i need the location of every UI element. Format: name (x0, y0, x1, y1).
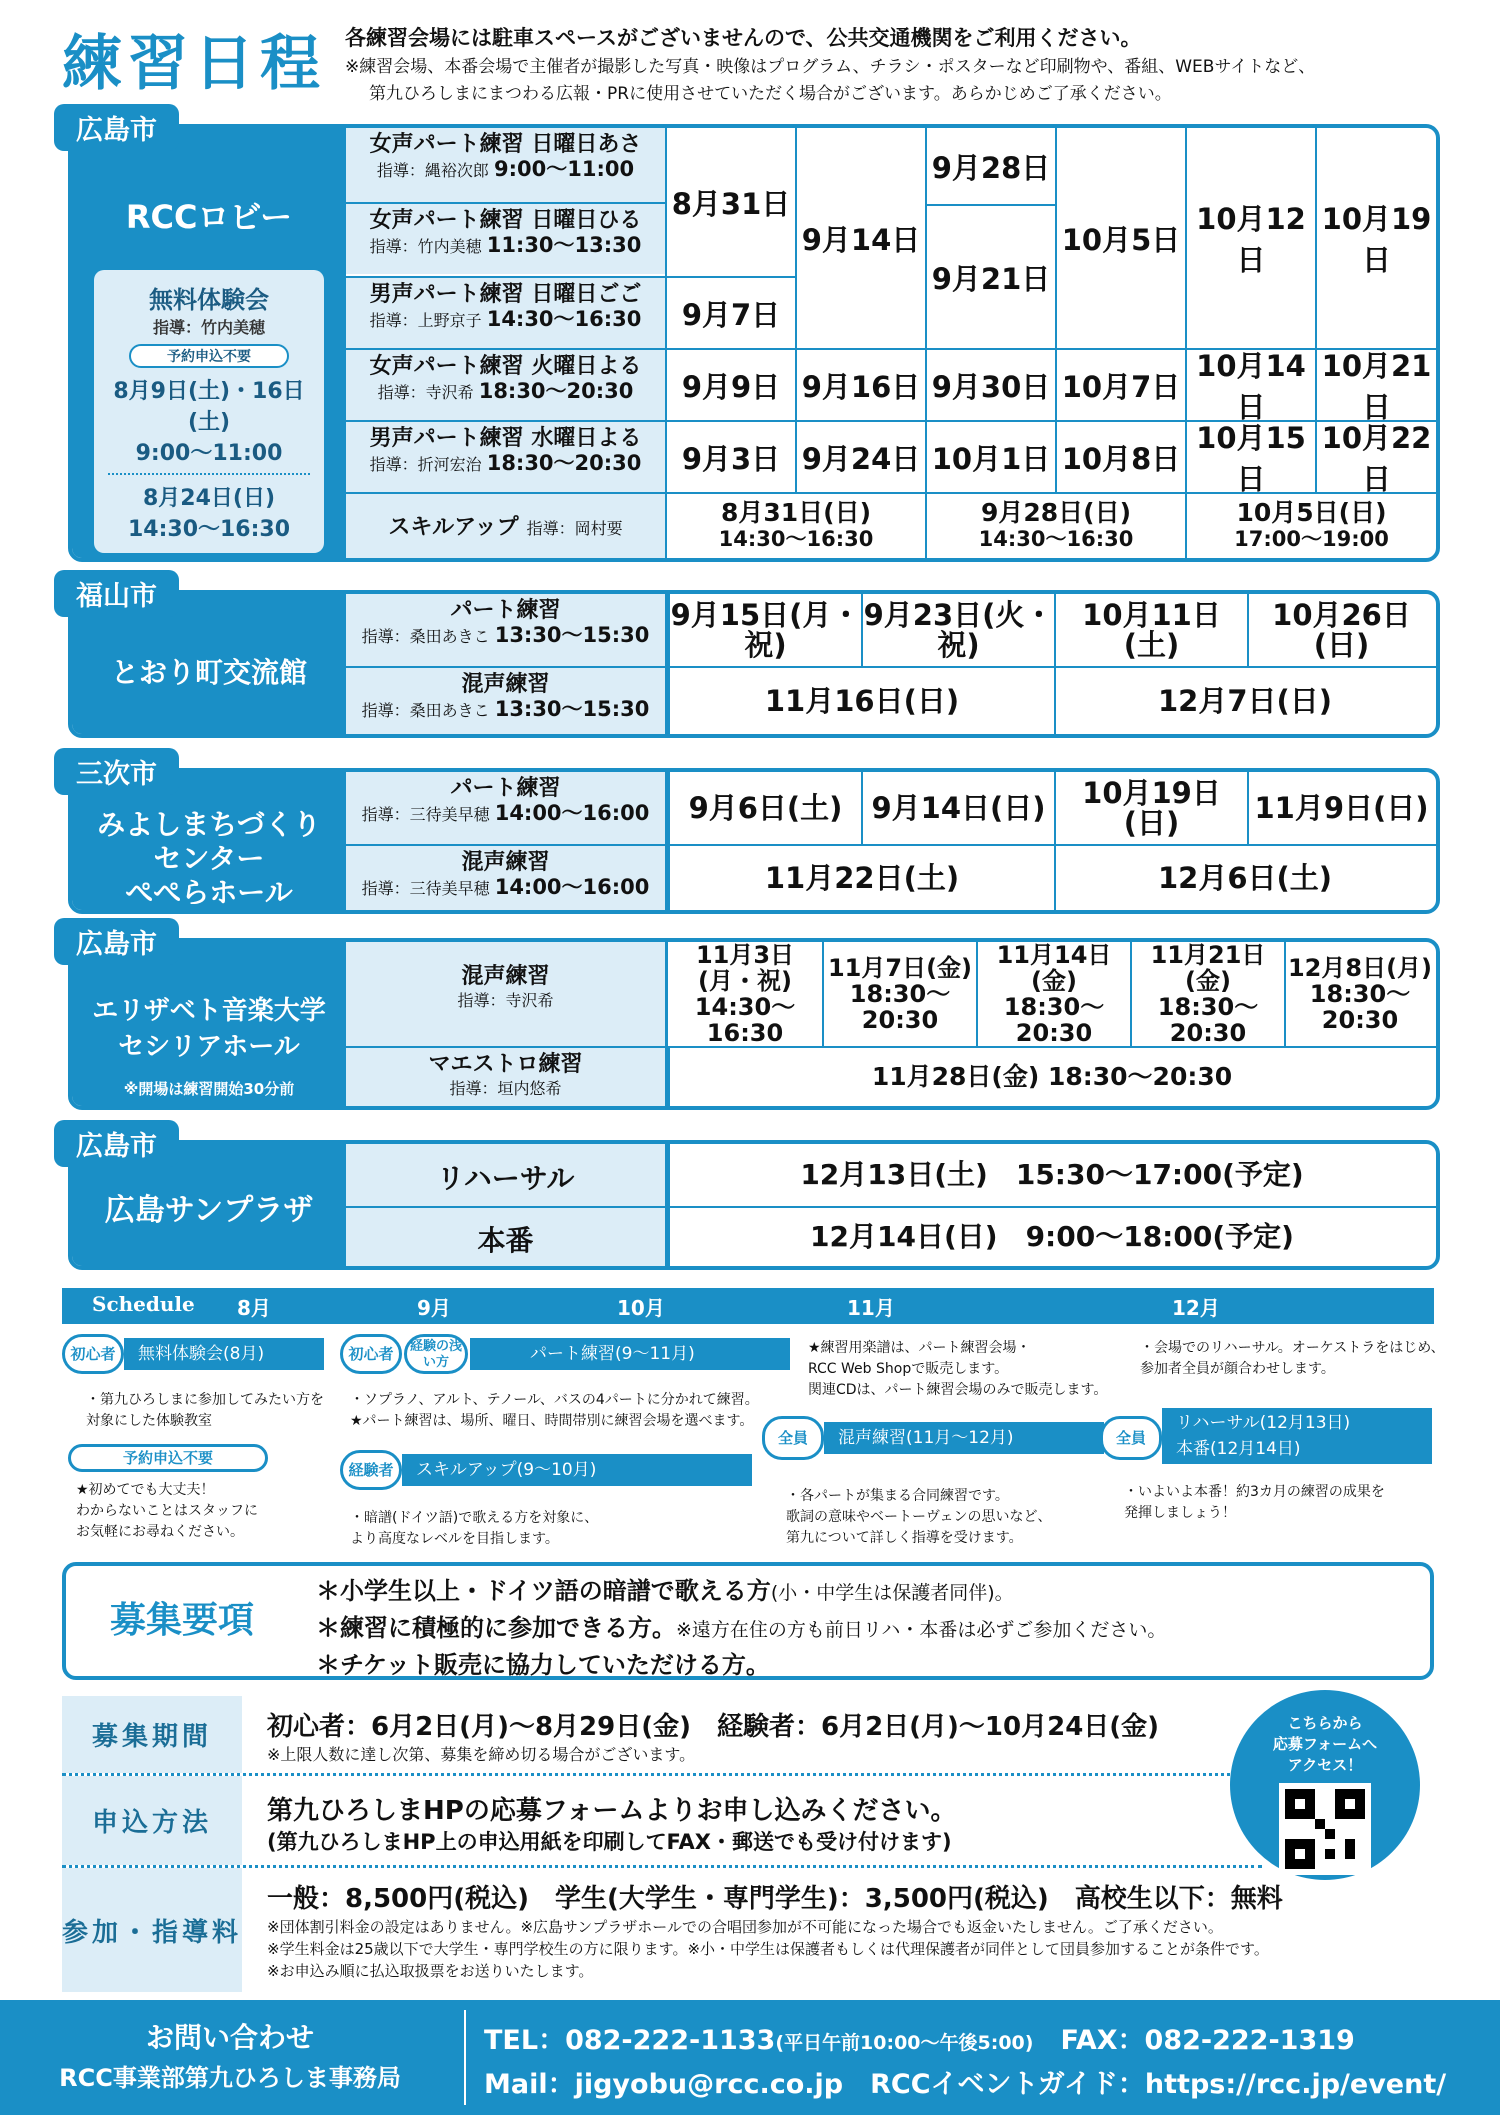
date-cell: 9月24日 (795, 420, 925, 492)
event-guide-link[interactable]: RCCイベントガイド：https://rcc.jp/event/ (870, 2069, 1447, 2100)
schedule-row: マエストロ練習 指導：垣内悠希 11月28日(金) 18:30〜20:30 (346, 1046, 1436, 1106)
date-cell: 11月3日(月・祝) 14:30〜16:30 (694, 941, 796, 1047)
schedule-row: パート練習 指導：三待美早穂 14:00〜16:00 9月6日(土) 9月14日(日) 10月19日(日) 11月9日(日) (346, 772, 1436, 844)
date-cell: 9月9日 (665, 348, 795, 420)
timeline-bar: スキルアップ(9〜10月) (402, 1454, 752, 1486)
requirements-box: 募集要項 ＊小学生以上・ドイツ語の暗譜で歌える方(小・中学生は保護者同伴)。 ＊練習に積極的に参加できる方。※遠方在住の方も前日リハ・本番は必ずご参加ください。 ＊チケット販売に協力していただける方。 (62, 1562, 1434, 1680)
parking-notice: 各練習会場には駐車スペースがございませんので、公共交通機関をご利用ください。 (345, 26, 1142, 50)
fukuyama-block (68, 581, 1440, 738)
qr-code-icon[interactable] (1279, 1783, 1371, 1875)
date-cell: 9月30日 (925, 348, 1055, 420)
date-cell: 12月13日(土) 15:30〜17:00(予定) (668, 1144, 1434, 1206)
sunplaza-block: 広島サンプラザ 広島市 リハーサル 12月13日(土) 15:30〜17:00(予定) 本番 12月14日(日) 9:00〜18:00(予定) (68, 1140, 1440, 1270)
skill-date-cell: 10月5日(日) 17:00〜19:00 (1185, 492, 1436, 558)
free-trial-box: 無料体験会 指導：竹内美穂 予約申込不要 8月9日(土)・16日(土) 9:00〜11:00 8月24日(日) 14:30〜16:30 (94, 270, 324, 553)
all-chip: 全員 (1100, 1416, 1162, 1460)
schedule-bar: Schedule 8月 9月 10月 11月 12月 (62, 1288, 1434, 1324)
date-cell: 11月22日(土) (668, 846, 1054, 910)
date-cell: 10月1日 (925, 420, 1055, 492)
date-cell: 11月16日(日) (668, 668, 1054, 734)
experienced-beg-chip: 経験の浅い方 (404, 1334, 468, 1374)
date-cell: 9月7日 (665, 276, 795, 348)
date-cell: 10月15日 (1185, 420, 1315, 492)
date-cell: 11月7日(金) 18:30〜20:30 (822, 942, 976, 1046)
practice-label: 女声パート練習 日曜日ひる 指導：竹内美穂 11:30〜13:30 (346, 202, 665, 274)
date-cell: 9月14日(日) (861, 772, 1054, 844)
city-tab: 広島市 (54, 918, 179, 965)
date-cell: 9月6日(土) (668, 772, 861, 844)
period-row: 募集期間 初心者：6月2日(月)〜8月29日(金) 経験者：6月2日(月)〜10月24日(金) ※上限人数に達し次第、募集を締め切る場合がございます。 (62, 1696, 1262, 1776)
skill-date-cell: 9月28日(日) 14:30〜16:30 (925, 492, 1185, 558)
timeline-bar: 無料体験会(8月) (124, 1338, 324, 1370)
timeline-bar: パート練習(9〜11月) (470, 1338, 790, 1370)
date-cell: 10月14日 (1185, 348, 1315, 420)
date-cell: 11月21日(金) 18:30〜20:30 (1130, 942, 1284, 1046)
schedule-row: 混声練習 指導：桑田あきこ 13:30〜15:30 11月16日(日) 12月7日(日) (346, 666, 1436, 734)
date-cell: 11月14日(金) 18:30〜20:30 (976, 942, 1130, 1046)
date-cell: 9月28日 (925, 128, 1055, 204)
schedule-row: 混声練習 指導：寺沢希 11月3日(月・祝) 14:30〜16:30 11月7日(金) 18:30〜20:30 11月14日(金) 18:30〜20:30 11月21日(金) 18:30〜20:30 12月8日(月) 18:30〜20:30 (346, 942, 1436, 1046)
all-chip: 全員 (762, 1416, 824, 1460)
photo-notice: ※練習会場、本番会場で主催者が撮影した写真・映像はプログラム、チラシ・ポスターなど印刷物や、番組、WEBサイトなど、 第九ひろしまにまつわる広報・PRに使用させていただく場合がございます。あらかじめご了承ください。 (345, 57, 1316, 104)
date-cell: 10月19日(日) (1054, 772, 1247, 844)
practice-label: 男声パート練習 日曜日ごご 指導：上野京子 14:30〜16:30 (346, 276, 665, 348)
schedule-row: 本番 12月14日(日) 9:00〜18:00(予定) (346, 1206, 1436, 1266)
date-cell: 9月14日 (795, 128, 925, 348)
city-tab: 広島市 (54, 1120, 179, 1167)
date-cell: 10月12日 (1185, 128, 1315, 348)
date-cell: 10月19日 (1315, 128, 1436, 348)
practice-label: 女声パート練習 火曜日よる 指導：寺沢希 18:30〜20:30 (346, 348, 665, 420)
beginner-chip: 初心者 (62, 1334, 124, 1374)
city-tab: 広島市 (54, 104, 179, 151)
apply-row: 申込方法 第九ひろしまHPの応募フォームよりお申し込みください。 (第九ひろしまHP上の申込用紙を印刷してFAX・郵送でも受け付けます) (62, 1776, 1262, 1868)
no-reservation-badge: 予約申込不要 (129, 344, 289, 368)
no-reservation-badge: 予約申込不要 (68, 1444, 268, 1472)
practice-label: スキルアップ 指導：岡村要 (346, 492, 665, 558)
date-cell: 10月7日 (1055, 348, 1185, 420)
date-cell: 9月3日 (665, 420, 795, 492)
date-cell: 10月26日(日) (1247, 594, 1434, 666)
date-cell: 10月8日 (1055, 420, 1185, 492)
date-cell: 10月5日 (1055, 128, 1185, 348)
date-cell: 12月8日(月) 18:30〜20:30 (1284, 942, 1434, 1046)
date-cell: 10月22日 (1315, 420, 1436, 492)
skill-date-cell: 8月31日(日) 14:30〜16:30 (665, 492, 925, 558)
date-cell: 9月21日 (925, 204, 1055, 348)
date-cell: 9月15日(月・祝) (668, 594, 861, 666)
date-cell: 9月16日 (795, 348, 925, 420)
city-tab: 福山市 (54, 570, 179, 617)
timeline-bar: 混声練習(11月〜12月) (824, 1422, 1104, 1454)
elisabeth-block: エリザベト音楽大学 セシリアホール ※開場は練習開始30分前 広島市 混声練習 指導：寺沢希 11月3日(月・祝) 14:30〜16:30 11月7日(金) 18:30〜20:30 11月14日(金) 18:30〜20:30 11月21日(金) 18:30〜20:30 12月8日(月) 18:30〜20:30 マエストロ練習 指導：垣内悠希 11月28日(金) 18:30〜20:30 (68, 938, 1440, 1110)
beginner-chip: 初心者 (340, 1334, 402, 1374)
miyoshi-block: みよしまちづくり センター ぺぺらホール 三次市 パート練習 指導：三待美早穂 14:00〜16:00 9月6日(土) 9月14日(日) 10月19日(日) 11月9日(日) 混声練習 指導：三待美早穂 14:00〜16:00 11月22日(土) 12月6日(土) (68, 768, 1440, 914)
tel-link[interactable]: TEL：082-222-1133 (484, 2025, 776, 2056)
schedule-row: リハーサル 12月13日(土) 15:30〜17:00(予定) (346, 1144, 1436, 1206)
date-cell: 10月11日(土) (1054, 594, 1247, 666)
date-cell: 11月9日(日) (1247, 772, 1434, 844)
practice-label: 女声パート練習 日曜日あさ 指導：縄裕次郎 9:00〜11:00 (346, 128, 665, 202)
date-cell: 9月23日(火・祝) (861, 594, 1054, 666)
page-title: 練習日程 (62, 29, 326, 99)
city-tab: 三次市 (54, 748, 179, 795)
schedule-row: パート練習 指導：桑田あきこ 13:30〜15:30 9月15日(月・祝) 9月23日(火・祝) 10月11日(土) 10月26日(日) (346, 594, 1436, 666)
date-cell: 12月6日(土) (1054, 846, 1434, 910)
date-cell: 10月21日 (1315, 348, 1436, 420)
contact-footer: お問い合わせ RCC事業部第九ひろしま事務局 TEL：082-222-1133(平日午前10:00〜午後5:00) FAX：082-222-1319 Mail：jigyobu@rcc.co.jp RCCイベントガイド：https://rcc.jp/event/ (0, 2000, 1500, 2115)
venue-name: とおり町交流館 (110, 656, 307, 689)
qr-badge[interactable]: こちらから 応募フォームへ アクセス！ (1230, 1690, 1420, 1880)
date-cell: 11月28日(金) 18:30〜20:30 (668, 1048, 1434, 1106)
date-cell: 8月31日 (665, 128, 795, 276)
date-cell: 12月14日(日) 9:00〜18:00(予定) (668, 1208, 1434, 1266)
venue-name: RCCロビー (125, 198, 293, 236)
date-cell: 12月7日(日) (1054, 668, 1434, 734)
schedule-row: 混声練習 指導：三待美早穂 14:00〜16:00 11月22日(土) 12月6日(土) (346, 844, 1436, 910)
timeline-bar: リハーサル(12月13日) 本番(12月14日) (1162, 1408, 1432, 1464)
experienced-chip: 経験者 (340, 1450, 402, 1490)
fee-row: 参加・指導料 一般：8,500円(税込) 学生(大学生・専門学生)：3,500円(税込) 高校生以下：無料 ※団体割引料金の設定はありません。※広島サンプラザホールでの合唱団参加が不可能になった場合でも返金いたしません。ご了承ください。 ※学生料金は25歳以下で大学生・専門学校生の方に限ります。※小・中学生は保護者もしくは代理保護者が同伴として団員参加することが条件です。 ※お申込み順に払込取扱票をお送りいたします。 (62, 1868, 1442, 1992)
mail-link[interactable]: Mail：jigyobu@rcc.co.jp (484, 2069, 844, 2100)
rcc-lobby-block (68, 115, 1440, 562)
practice-label: 男声パート練習 水曜日よる 指導：折河宏治 18:30〜20:30 (346, 420, 665, 492)
